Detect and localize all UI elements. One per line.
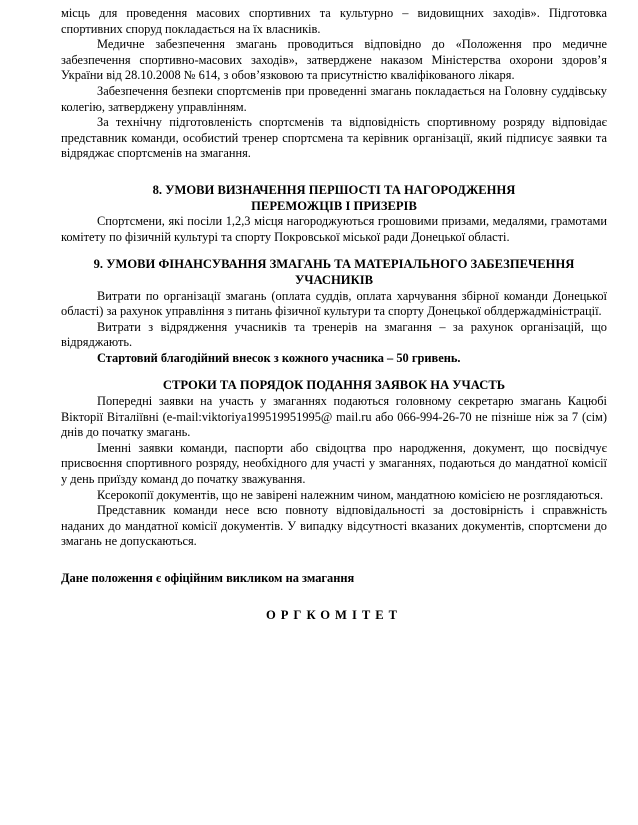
official-invitation-note: Дане положення є офіційним викликом на змагання bbox=[61, 571, 355, 585]
organizing-committee-signature: ОРГКОМІТЕТ bbox=[265, 607, 403, 622]
section-8-heading-line-2: ПЕРЕМОЖЦІВ І ПРИЗЕРІВ bbox=[251, 198, 417, 213]
section-10-paragraph-preliminary: Попередні заявки на участь у змаганнях подаються головному секретарю змагань Кацюбі Вікторії Віталіївні (e-mail:viktoriya199519951995@ mail.ru або 066-994-26-70 не пізніше ніж за 7 (сім) днів до початку змагань. bbox=[61, 394, 607, 440]
intro-paragraph-safety: Забезпечення безпеки спортсменів при проведенні змагань покладається на Головну суддівську колегію, затверджену управлінням. bbox=[61, 83, 607, 114]
section-9-heading-line-1: 9. УМОВИ ФІНАНСУВАННЯ ЗМАГАНЬ ТА МАТЕРІАЛЬНОГО ЗАБЕЗПЕЧЕННЯ bbox=[93, 257, 575, 272]
intro-paragraph-1: місць для проведення масових спортивних та культурно – видовищних заходів». Підготовка спортивних споруд покладається на їх власників. bbox=[61, 6, 607, 36]
section-8-heading-line-1: 8. УМОВИ ВИЗНАЧЕННЯ ПЕРШОСТІ ТА НАГОРОДЖЕННЯ bbox=[152, 182, 516, 197]
intro-paragraph-medical: Медичне забезпечення змагань проводиться відповідно до «Положення про медичне забезпечення спортивно-масових заходів», затверджене наказом Міністерства охорони здоров’я України від 28.10.2008 № 614, з обов’язковою та присутністю кваліфікованого лікаря. bbox=[61, 37, 607, 83]
section-9-paragraph-travel: Витрати з відрядження учасників та тренерів на змагання – за рахунок організацій, що відряджають. bbox=[61, 319, 607, 350]
section-10-paragraph-copies: Ксерокопії документів, що не завірені належним чином, мандатною комісією не розглядаються. bbox=[97, 487, 604, 502]
section-8-paragraph: Спортсмени, які посіли 1,2,3 місця нагороджуються грошовими призами, медалями, грамотами комітету по фізичній культурі та спорту Покровської міської ради Донецької області. bbox=[61, 214, 607, 244]
section-10-heading: СТРОКИ ТА ПОРЯДОК ПОДАННЯ ЗАЯВОК НА УЧАСТЬ bbox=[162, 378, 506, 393]
section-9-paragraph-expenses: Витрати по організації змагань (оплата суддів, оплата харчування збірної команди Донецької області) за рахунок управління з питань фізичної культури та спорту Донецької облдержадміністрації. bbox=[61, 288, 607, 319]
section-9-heading-line-2: УЧАСНИКІВ bbox=[294, 272, 374, 287]
section-10-paragraph-representative: Представник команди несе всю повноту відповідальності за достовірність і справжність наданих до мандатної комісії документів. У випадку відсутності вказаних документів, спортсмени до змагань не допускаються. bbox=[61, 503, 607, 549]
section-10-paragraph-named-entries: Іменні заявки команди, паспорти або свідоцтва про народження, документ, що посвідчує присвоєння спортивного розряду, необхідного для участі у змаганнях, подаються до мандатної комісії у день приїзду команд до початку зважування. bbox=[61, 440, 607, 487]
intro-paragraph-responsibility: За технічну підготовленість спортсменів та відповідність спортивному розряду відповідає представник команди, особистий тренер спортсмена та керівник організації, який підписує заявки та відряджає спортсменів на змагання. bbox=[61, 115, 607, 161]
document-page bbox=[61, 6, 607, 623]
section-9-entry-fee: Стартовий благодійний внесок з кожного учасника – 50 гривень. bbox=[97, 350, 461, 365]
